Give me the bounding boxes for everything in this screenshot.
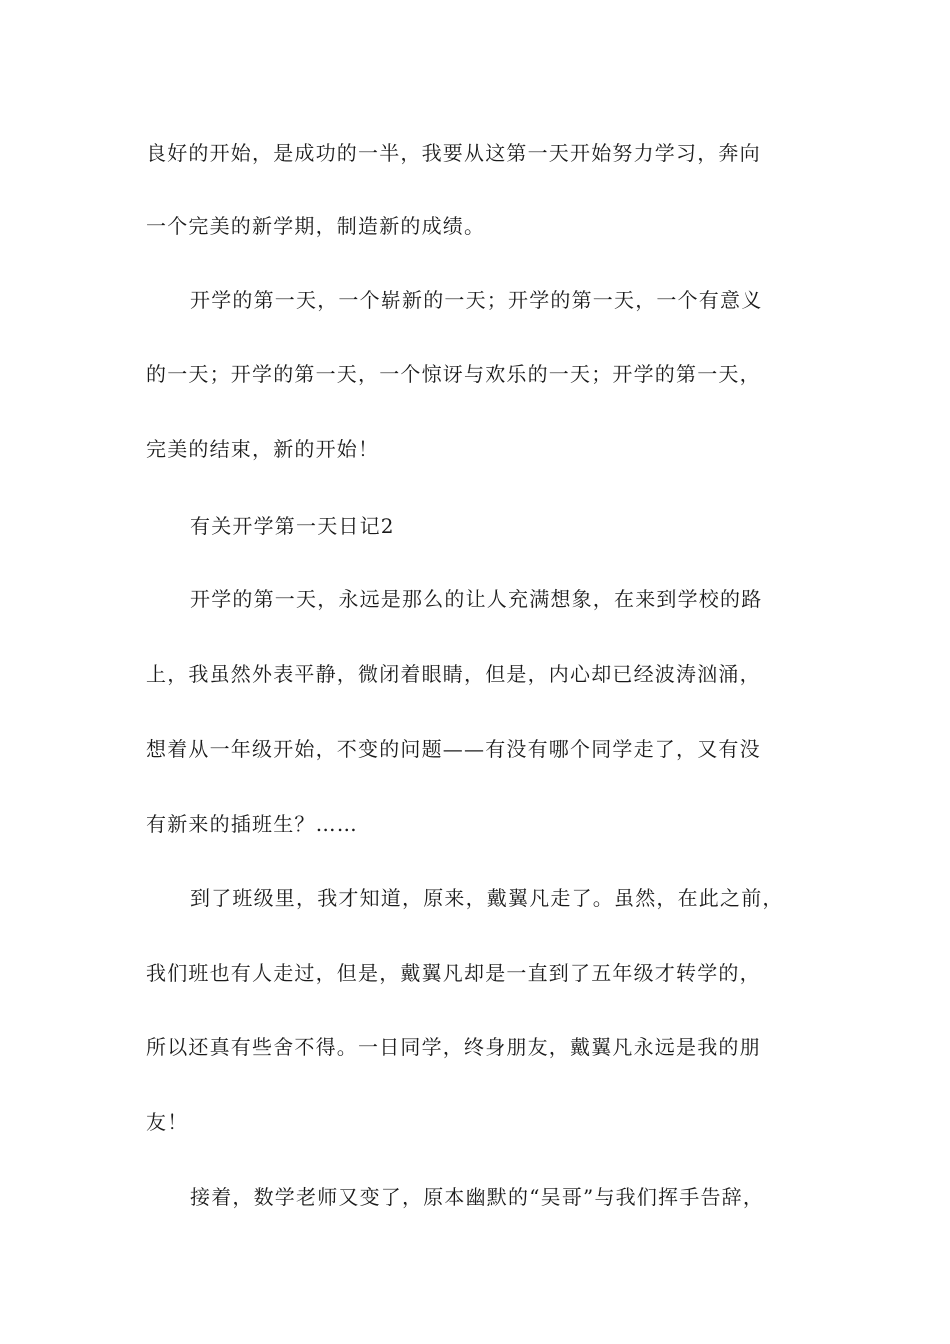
paragraph-line: 有新来的插班生？…… <box>146 812 358 836</box>
section-heading: 有关开学第一天日记2 <box>190 514 395 538</box>
paragraph-line: 友！ <box>146 1110 189 1134</box>
paragraph-line: 一个完美的新学期，制造新的成绩。 <box>146 214 486 238</box>
paragraph-line: 接着，数学老师又变了，原本幽默的“吴哥”与我们挥手告辞， <box>190 1185 765 1209</box>
paragraph-line: 开学的第一天，一个崭新的一天；开学的第一天，一个有意义 <box>190 288 763 312</box>
paragraph-line: 开学的第一天，永远是那么的让人充满想象，在来到学校的路 <box>190 587 763 611</box>
paragraph-line: 完美的结束，新的开始！ <box>146 437 380 461</box>
paragraph-line: 的一天；开学的第一天，一个惊讶与欢乐的一天；开学的第一天， <box>146 362 761 386</box>
paragraph-line: 所以还真有些舍不得。一日同学，终身朋友，戴翼凡永远是我的朋 <box>146 1035 761 1059</box>
paragraph-line: 我们班也有人走过，但是，戴翼凡却是一直到了五年级才转学的， <box>146 961 761 985</box>
paragraph-line: 想着从一年级开始，不变的问题——有没有哪个同学走了，又有没 <box>146 737 761 761</box>
paragraph-line: 良好的开始，是成功的一半，我要从这第一天开始努力学习，奔向 <box>146 141 761 165</box>
paragraph-line: 到了班级里，我才知道，原来，戴翼凡走了。虽然，在此之前， <box>190 886 784 910</box>
paragraph-line: 上，我虽然外表平静，微闭着眼睛，但是，内心却已经波涛汹涌， <box>146 662 761 686</box>
